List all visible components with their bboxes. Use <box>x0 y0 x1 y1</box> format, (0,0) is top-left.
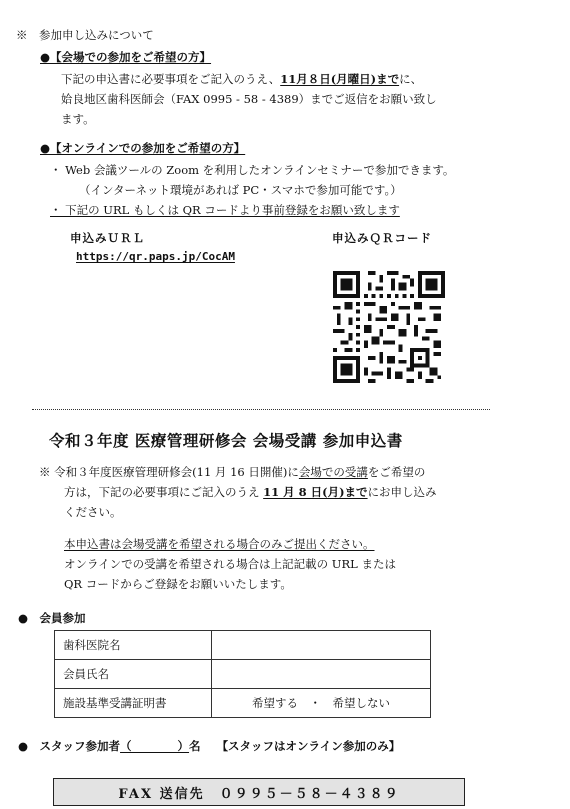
form-deadline: 11 月 8 日(月)まで <box>263 485 368 499</box>
online-bullet-2: ・ 下記の URL もしくは QR コードより事前登録をお願い致します <box>50 203 400 217</box>
qr-label: 申込みＱＲコード <box>332 231 432 245</box>
dotted-separator <box>32 409 490 410</box>
staff-note: 【スタッフはオンライン参加のみ】 <box>216 739 401 753</box>
staff-count-field[interactable]: （ ） <box>120 739 190 753</box>
table-row <box>55 660 431 689</box>
table-row <box>55 631 431 660</box>
staff-line <box>18 738 400 754</box>
staff-unit: 名 <box>189 739 201 753</box>
certificate-choice[interactable]: 希望する ・ 希望しない <box>212 689 431 718</box>
url-label: 申込みＵＲＬ <box>70 231 145 245</box>
venue-line-1-text: 下記の申込書に必要事項をご記入のうえ、 <box>61 72 281 86</box>
venue-line-2: 姶良地区歯科医師会（FAX 0995 - 58 - 4389）までご返信をお願い致し <box>61 92 437 106</box>
qr-code[interactable] <box>333 271 445 383</box>
venue-title: ●【会場での参加をご希望の方】 <box>40 50 212 64</box>
members-table <box>54 630 431 718</box>
form-note-2-text: 方は，下記の必要事項にご記入のうえ <box>64 485 264 499</box>
certificate-label: 施設基準受講証明書 <box>55 689 212 718</box>
form-note-line-3: ください。 <box>64 505 122 519</box>
registration-url[interactable]: https://qr.paps.jp/CocAM <box>76 250 235 263</box>
online-bullet-1-sub: （インターネット環境があれば PC・スマホで参加可能です。） <box>79 183 402 197</box>
venue-line-3: ます。 <box>61 112 95 126</box>
form-title: 令和３年度 医療管理研修会 会場受講 参加申込書 <box>49 431 403 450</box>
venue-line-1-end: に、 <box>399 72 423 86</box>
form-note-end: をご希望の <box>367 465 426 479</box>
form-note-venue: 会場での受講 <box>298 465 368 479</box>
fax-box <box>53 778 465 806</box>
venue-deadline: 11月８日(月曜日)まで <box>280 72 400 86</box>
online-info-1: オンラインでの受講を希望される場合は上記記載の URL または <box>64 557 396 571</box>
fax-label: FAX 送信先 ０９９５－５８－４３８９ <box>118 786 400 802</box>
online-title: ●【オンラインでの参加をご希望の方】 <box>40 141 246 155</box>
member-name-field[interactable] <box>212 660 431 689</box>
member-name-label: 会員氏名 <box>55 660 212 689</box>
online-bullet-1: ・ Web 会議ツールの Zoom を利用したオンラインセミナーで参加できます。 <box>50 163 455 177</box>
form-note-2-end: にお申し込み <box>367 485 437 499</box>
clinic-name-field[interactable] <box>212 631 431 660</box>
staff-label: ● スタッフ参加者 <box>18 739 121 753</box>
venue-line-1 <box>61 71 422 87</box>
online-info-2: QR コードからご登録をお願いいたします。 <box>64 577 292 591</box>
form-note-line-1 <box>39 464 425 480</box>
members-heading: ● 会員参加 <box>18 611 86 625</box>
form-note-line-2 <box>64 484 437 500</box>
only-venue-note: 本申込書は会場受講を希望される場合のみご提出ください。 <box>64 537 375 551</box>
notice-heading: ※ 参加申し込みについて <box>16 28 154 42</box>
clinic-name-label: 歯科医院名 <box>55 631 212 660</box>
table-row <box>55 689 431 718</box>
form-note-text: ※ 令和３年度医療管理研修会(11 月 16 日開催)に <box>39 465 299 479</box>
